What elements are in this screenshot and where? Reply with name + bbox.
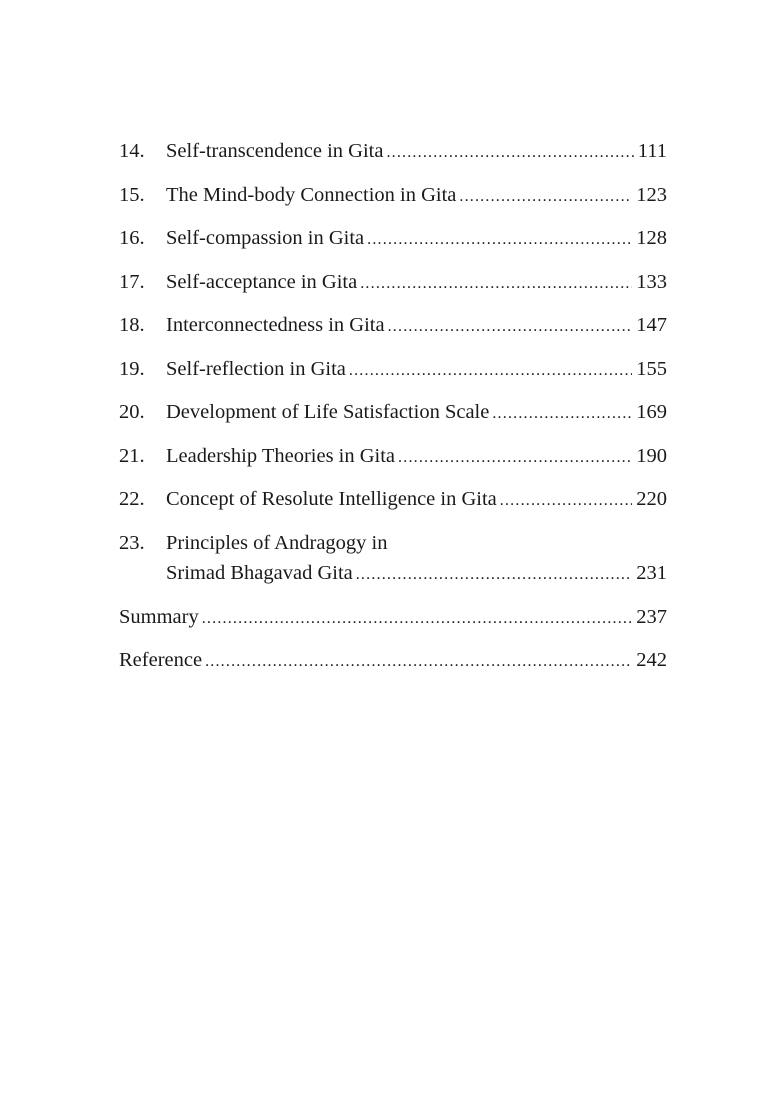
page-number: 190 bbox=[636, 444, 667, 467]
chapter-title: Self-transcendence in Gita bbox=[166, 140, 384, 162]
page-number: 169 bbox=[636, 401, 667, 423]
chapter-title: Development of Life Satisfaction Scale bbox=[166, 401, 490, 423]
toc-entry[interactable] bbox=[119, 484, 667, 528]
table-of-contents bbox=[119, 136, 667, 689]
toc-entry[interactable] bbox=[119, 310, 667, 354]
page-number: 147 bbox=[636, 314, 667, 336]
toc-entry-summary[interactable] bbox=[119, 602, 667, 646]
page-number: 242 bbox=[636, 649, 667, 671]
chapter-title: Self-acceptance in Gita bbox=[166, 270, 358, 293]
toc-entry[interactable] bbox=[119, 397, 667, 441]
chapter-title-line1: Principles of Andragogy in bbox=[166, 531, 388, 554]
toc-entry[interactable] bbox=[119, 180, 667, 224]
toc-entry[interactable] bbox=[119, 223, 667, 267]
dot-leader bbox=[388, 312, 633, 342]
chapter-number: 20. bbox=[119, 401, 145, 423]
dot-leader bbox=[492, 399, 632, 429]
chapter-title: Self-compassion in Gita bbox=[166, 227, 365, 249]
chapter-number: 15. bbox=[119, 183, 145, 206]
chapter-number: 22. bbox=[119, 488, 145, 510]
dot-leader bbox=[349, 356, 632, 386]
section-title: Summary bbox=[119, 605, 199, 628]
dot-leader bbox=[356, 560, 633, 590]
toc-entry[interactable] bbox=[119, 136, 667, 180]
chapter-number: 21. bbox=[119, 444, 145, 467]
dot-leader bbox=[367, 225, 632, 255]
dot-leader bbox=[459, 182, 632, 212]
chapter-title: Interconnectedness in Gita bbox=[166, 314, 385, 336]
chapter-title: Self-reflection in Gita bbox=[166, 357, 346, 380]
chapter-number: 16. bbox=[119, 227, 145, 249]
chapter-number: 14. bbox=[119, 140, 145, 162]
page-number: 237 bbox=[636, 605, 667, 628]
dot-leader bbox=[360, 269, 632, 299]
toc-entry-reference[interactable] bbox=[119, 645, 667, 689]
page-number: 123 bbox=[636, 183, 667, 206]
chapter-number: 23. bbox=[119, 531, 145, 554]
chapter-title: Leadership Theories in Gita bbox=[166, 444, 396, 467]
page-number: 111 bbox=[637, 140, 667, 162]
page-number: 231 bbox=[636, 561, 667, 584]
toc-entry[interactable] bbox=[119, 528, 667, 602]
dot-leader bbox=[205, 647, 632, 677]
toc-entry[interactable] bbox=[119, 354, 667, 398]
section-title: Reference bbox=[119, 649, 203, 671]
toc-entry[interactable] bbox=[119, 267, 667, 311]
chapter-title: The Mind-body Connection in Gita bbox=[166, 183, 457, 206]
chapter-number: 17. bbox=[119, 270, 145, 293]
page-number: 220 bbox=[636, 488, 667, 510]
chapter-number: 19. bbox=[119, 357, 145, 380]
toc-entry[interactable] bbox=[119, 441, 667, 485]
page-number: 155 bbox=[636, 357, 667, 380]
chapter-title: Concept of Resolute Intelligence in Gita bbox=[166, 488, 497, 510]
dot-leader bbox=[398, 443, 632, 473]
dot-leader bbox=[500, 486, 632, 516]
dot-leader bbox=[202, 604, 633, 634]
chapter-title-line2: Srimad Bhagavad Gita bbox=[166, 561, 353, 584]
chapter-number: 18. bbox=[119, 314, 145, 336]
dot-leader bbox=[386, 138, 633, 168]
page-number: 128 bbox=[636, 227, 667, 249]
page-number: 133 bbox=[636, 270, 667, 293]
